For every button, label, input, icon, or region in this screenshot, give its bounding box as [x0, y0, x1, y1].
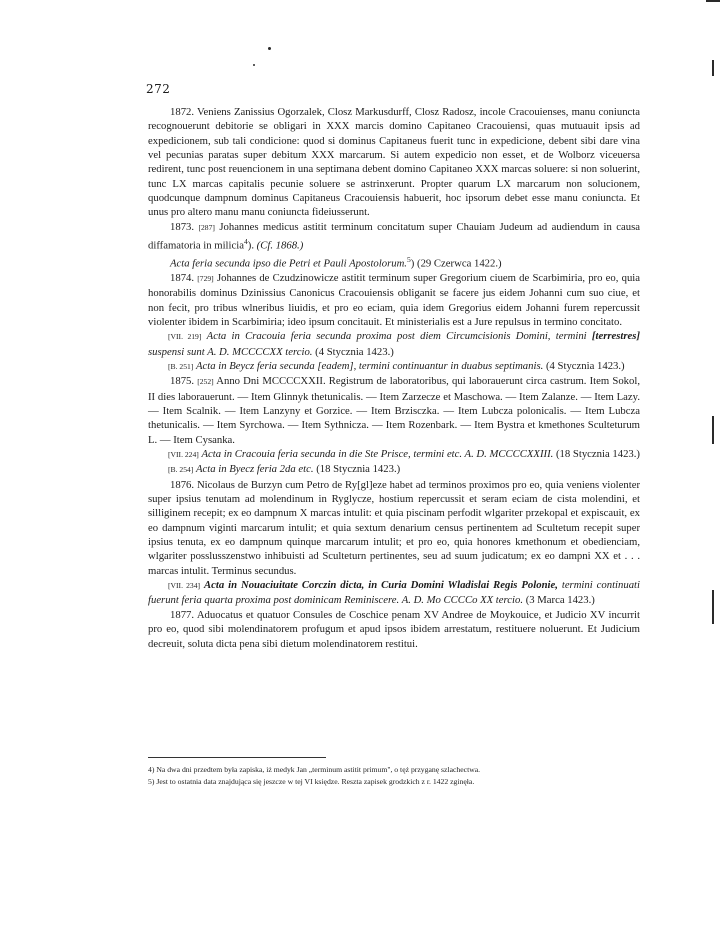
acta-bold-text: Acta in Nouaciuitate Corczin dicta, in Curia Domini Wladislai Regis Polonie,	[204, 579, 558, 592]
entry-1872: 1872. Veniens Zanissius Ogorzalek, Closz Markusdurff, Closz Radosz, incole Cracouienses, manu coniuncta recognouerunt debitorie se obligari in XXX marcis domino Capitaneo Cracouiensi, quas mutuauit ipsis ad expedicionem, sub tali condicione: quod si dominus Capitaneus fuerit tunc in expedicione, debent sibi dare vina vel pecunias paratas super debitum XXX marcarum. Si autem expedicio non esset, et de Wolborz viceuersa redirent, tunc post reuencionem in una septimana debent domino Capitaneo XXX marcas soluere: si non soluerint, tunc LX marcas capitalis pecunie soluere se astrinxerunt. Propter quarum LX marcarum non solucionem, quodcunque dampnum dominus Capitaneus Cracouiensis habuerit, hoc ipsorum debet esse manu coniuncta. Et unus pro altero manu manu coniuncta fideiusserunt.	[148, 106, 640, 219]
archive-ref: [287]	[198, 222, 215, 232]
archive-ref: [252]	[197, 377, 214, 387]
entry-number: 1873.	[170, 220, 195, 233]
scan-edge-mark	[712, 60, 714, 76]
cross-reference: (Cf. 1868.)	[256, 239, 304, 252]
page-number: 272	[146, 82, 171, 96]
acta-note	[148, 359, 640, 374]
acta-date: (18 Stycznia 1423.)	[316, 463, 401, 476]
document-body	[148, 105, 640, 651]
entry-1876: 1876. Nicolaus de Burzyn cum Petro de Ry[gl]eze habet ad terminos proximos pro eo, quia veniens violenter super ipsius tenutam ad molendinum in Ryglycze, hostium repercussit et seram eciam de cista molendini, et silliginem recepit; ex eo dampnum X marcas intulit: et quia piscinam perfodit wlgariter przekopal et expiscauit, ex eo dampnum viginti marcarum intulit; et quia sextum denarium census pertinentem ad Scultetum recepit super ipsius tenuta, ex eo dampnum quinque marcarum intulit; et pro eo, quia honores kmethonum et obedienciam, wlgariter posslusszenstwo inhibuisti ad Sculteturn pertinentes, seu ad suum judicatum; ex eo dampni XX et . . . marcas intulit. Terminus secundus.	[148, 478, 640, 577]
entry-1875	[148, 374, 640, 447]
entry-tail: ).	[247, 239, 254, 252]
entry-text: Anno Dni MCCCCXXII. Registrum de laboratoribus, qui laborauerunt circa castrum. Item Sokol, II dies laborauerunt. — Item Glinnyk thetunicalis. — Item Zarzecze et Maschowa. — Item Zalanze. — Item Lazy. — Item Scalnik. — Item Lanzyny et Gorzice. — Item Brzisczka. — Item Lubcza polonicalis. — Item Lubcza thetunicalis. — Item Syrchowa. — Item Sythnicza. — Item Rozenbark. — Item Bystra et kmethones Sculteturum L. — Item Cysanka.	[148, 375, 640, 446]
archive-ref: [B. 254]	[168, 465, 194, 475]
entry-number: 1875.	[170, 375, 195, 388]
footnote-ref: 4	[243, 237, 248, 247]
archive-ref: [729]	[197, 273, 214, 283]
archive-ref: [VII. 224]	[168, 450, 199, 460]
acta-date: (3 Marca 1423.)	[525, 594, 595, 607]
entry-1877: 1877. Aduocatus et quatuor Consules de Coschice penam XV Andree de Moykouice, et Judicio XV incurrit pro eo, quod sibi molendinatorem profugum et apud ipsos ibidem arrestatum, restituere noluerunt. Et Judicium decreuit, soluta dicta pena sibi dietum molendinatorem restitui.	[148, 608, 640, 650]
scan-edge-mark	[712, 416, 714, 444]
footnote-ref: 5	[406, 255, 411, 264]
acta-text: Acta feria secunda ipso die Petri et Pauli Apostolorum.	[170, 257, 407, 270]
acta-note	[148, 462, 640, 477]
scan-speck	[253, 64, 255, 66]
scan-edge-mark	[706, 0, 720, 2]
acta-text: Acta in Cracouia feria secunda in die Ste Prisce, termini etc. A. D. MCCCCXXIII.	[201, 448, 554, 461]
acta-date: (4 Stycznia 1423.)	[315, 345, 394, 358]
entry-text: Johannes de Czudzinowicze astitit terminum super Gregorium ciuem de Scarbimiria, pro eo, quia honorabilis dominus Dzinissius Canonicus Cracouiensis obliganit se facere jus eidem Johanni cum suo ciue, et non fecit, pro tribus wlneribus liuidis, et pro eo eciam, quia idem Gregorius eidem Johanni furem repercussit violenter ibidem in Scarbimiria; ideo ipsum concitauit. Et ministerialis est a Jure repulsus in termino concitato.	[148, 271, 641, 328]
scan-speck	[268, 47, 271, 50]
acta-text-rest: suspensi sunt A. D. MCCCCXX tercio.	[148, 345, 313, 358]
entry-number: 1874.	[170, 271, 195, 284]
footnote-5: 5) Jest to ostatnia data znajdująca się jeszcze w tej VI księdze. Reszta zapisek grodzkich z r. 1422 zginęła.	[148, 777, 475, 786]
entry-1873	[148, 220, 640, 253]
entry-1874	[148, 271, 640, 329]
acta-text-rest: termini continuati fuerunt feria quarta proxima post dominicam Reminiscere. A. D. Mo CCCCo XX tercio.	[148, 579, 640, 607]
acta-text: Acta in Beycz feria secunda [eadem], termini continuantur in duabus septimanis.	[195, 359, 544, 372]
acta-note	[148, 329, 640, 359]
acta-note	[148, 253, 640, 271]
archive-ref: [VII. 234]	[168, 581, 201, 591]
acta-text: Acta in Cracouia feria secunda proxima post diem Circumcisionis Domini, termini	[206, 330, 587, 343]
footnote-4: 4) Na dwa dni przedtem była zapiska, iż medyk Jan „terminum astitit primum", o tęż przyganę szlachectwa.	[148, 765, 481, 774]
archive-ref: [B. 251]	[168, 361, 194, 371]
acta-note	[148, 447, 640, 462]
scan-edge-mark	[712, 590, 714, 624]
archive-ref: [VII. 219]	[168, 332, 202, 342]
acta-date: (18 Stycznia 1423.)	[555, 448, 640, 461]
acta-date: (4 Stycznia 1423.)	[545, 359, 625, 372]
entry-text: Johannes medicus astitit terminum concitatum super Chauiam Judeum ad audiendum in causa diffamatoria in milicia	[148, 220, 641, 252]
acta-bold-word: [terrestres]	[591, 330, 641, 343]
acta-text: Acta in Byecz feria 2da etc.	[195, 463, 314, 476]
acta-date: ) (29 Czerwca 1422.)	[410, 257, 502, 270]
footnotes	[148, 764, 640, 788]
footnote-divider	[148, 757, 326, 758]
acta-note	[148, 578, 640, 608]
